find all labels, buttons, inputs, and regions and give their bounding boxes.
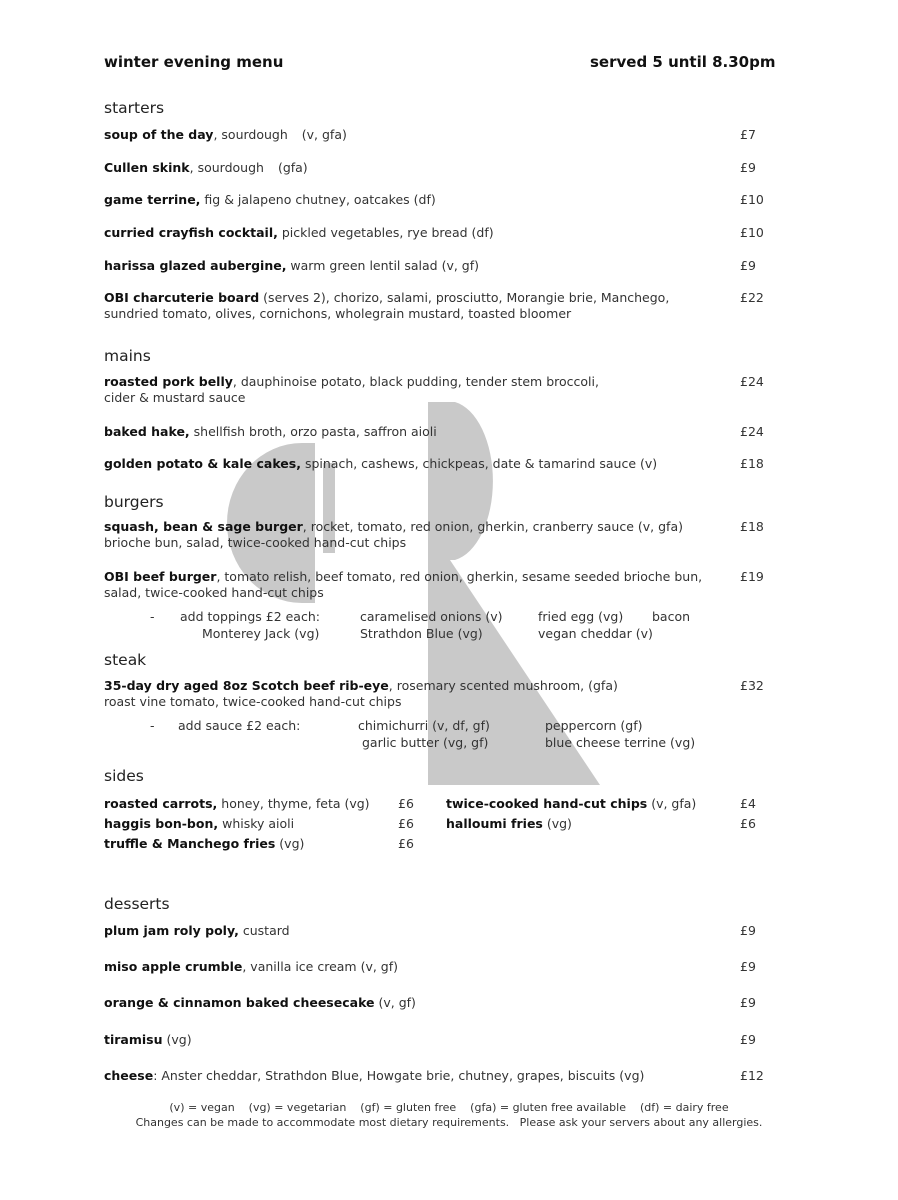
item-price: £18: [740, 456, 764, 471]
side-price: £6: [398, 816, 414, 831]
section-title-steak: steak: [104, 651, 147, 669]
menu-item: curried crayfish cocktail, pickled vegetables, rye bread (df): [104, 225, 494, 240]
item-price: £10: [740, 225, 764, 240]
topping-option: fried egg (vg): [538, 609, 624, 624]
item-price: £9: [740, 923, 756, 938]
item-price: £9: [740, 959, 756, 974]
serving-times: served 5 until 8.30pm: [590, 53, 776, 71]
item-price: £22: [740, 290, 764, 305]
item-price: £7: [740, 127, 756, 142]
menu-item: OBI charcuterie board (serves 2), chorizo, salami, prosciutto, Morangie brie, Manchego, sundried tomato, olives, cornichons, wholegrain mustard, toasted bloomer: [104, 290, 670, 321]
menu-item: OBI beef burger, tomato relish, beef tomato, red onion, gherkin, sesame seeded brioche bun, salad, twice-cooked hand-cut chips: [104, 569, 703, 600]
item-price: £9: [740, 160, 756, 175]
menu-item: harissa glazed aubergine, warm green lentil salad (v, gf): [104, 258, 480, 273]
item-price: £24: [740, 374, 764, 389]
dietary-legend: (v) = vegan (vg) = vegetarian (gf) = gluten free (gfa) = gluten free available (df) = dairy free: [169, 1101, 729, 1114]
section-title-desserts: desserts: [104, 895, 170, 913]
sauce-option: peppercorn (gf): [545, 718, 643, 733]
sauces-label: add sauce £2 each:: [178, 718, 301, 733]
menu-item: game terrine, fig & jalapeno chutney, oatcakes (df): [104, 192, 436, 207]
menu-item: orange & cinnamon baked cheesecake (v, gf): [104, 995, 416, 1010]
topping-option: bacon: [652, 609, 691, 624]
sauces-dash: -: [150, 718, 155, 733]
menu-item: golden potato & kale cakes, spinach, cashews, chickpeas, date & tamarind sauce (v): [104, 456, 658, 471]
menu-item: miso apple crumble, vanilla ice cream (v, gf): [104, 959, 399, 974]
item-price: £18: [740, 519, 764, 534]
menu-item: roasted pork belly, dauphinoise potato, black pudding, tender stem broccoli, cider & mustard sauce: [104, 374, 599, 405]
topping-option: caramelised onions (v): [360, 609, 503, 624]
side-price: £6: [398, 836, 414, 851]
section-title-mains: mains: [104, 347, 151, 365]
side-item: halloumi fries (vg): [446, 816, 572, 831]
item-price: £24: [740, 424, 764, 439]
item-price: £10: [740, 192, 764, 207]
side-price: £4: [740, 796, 756, 811]
item-price: £19: [740, 569, 764, 584]
sauce-option: chimichurri (v, df, gf): [358, 718, 490, 733]
item-price: £9: [740, 258, 756, 273]
section-title-burgers: burgers: [104, 493, 164, 511]
side-item: roasted carrots, honey, thyme, feta (vg): [104, 796, 370, 811]
menu-item: 35-day dry aged 8oz Scotch beef rib-eye, rosemary scented mushroom, (gfa) roast vine tomato, twice-cooked hand-cut chips: [104, 678, 618, 709]
menu-item: plum jam roly poly, custard: [104, 923, 290, 938]
menu-item: tiramisu (vg): [104, 1032, 192, 1047]
menu-item: squash, bean & sage burger, rocket, tomato, red onion, gherkin, cranberry sauce (v, gfa) brioche bun, salad, twice-cooked hand-cut chips: [104, 519, 683, 550]
menu-item: baked hake, shellfish broth, orzo pasta, saffron aioli: [104, 424, 437, 439]
sauce-option: blue cheese terrine (vg): [545, 735, 696, 750]
menu-item: cheese: Anster cheddar, Strathdon Blue, Howgate brie, chutney, grapes, biscuits (vg): [104, 1068, 645, 1083]
topping-option: vegan cheddar (v): [538, 626, 653, 641]
item-price: £9: [740, 1032, 756, 1047]
menu-item: Cullen skink, sourdough (gfa): [104, 160, 308, 175]
topping-option: Monterey Jack (vg): [202, 626, 320, 641]
side-price: £6: [740, 816, 756, 831]
sauce-option: garlic butter (vg, gf): [362, 735, 489, 750]
side-price: £6: [398, 796, 414, 811]
item-price: £9: [740, 995, 756, 1010]
item-price: £32: [740, 678, 764, 693]
section-title-starters: starters: [104, 99, 165, 117]
section-title-sides: sides: [104, 767, 144, 785]
menu-title: winter evening menu: [104, 53, 284, 71]
side-item: haggis bon-bon, whisky aioli: [104, 816, 295, 831]
side-item: truffle & Manchego fries (vg): [104, 836, 305, 851]
toppings-dash: -: [150, 609, 155, 624]
toppings-label: add toppings £2 each:: [180, 609, 320, 624]
menu-item: soup of the day, sourdough (v, gfa): [104, 127, 347, 142]
item-price: £12: [740, 1068, 764, 1083]
topping-option: Strathdon Blue (vg): [360, 626, 483, 641]
allergy-note: Changes can be made to accommodate most dietary requirements. Please ask your servers about any allergies.: [135, 1116, 763, 1129]
side-item: twice-cooked hand-cut chips (v, gfa): [446, 796, 697, 811]
